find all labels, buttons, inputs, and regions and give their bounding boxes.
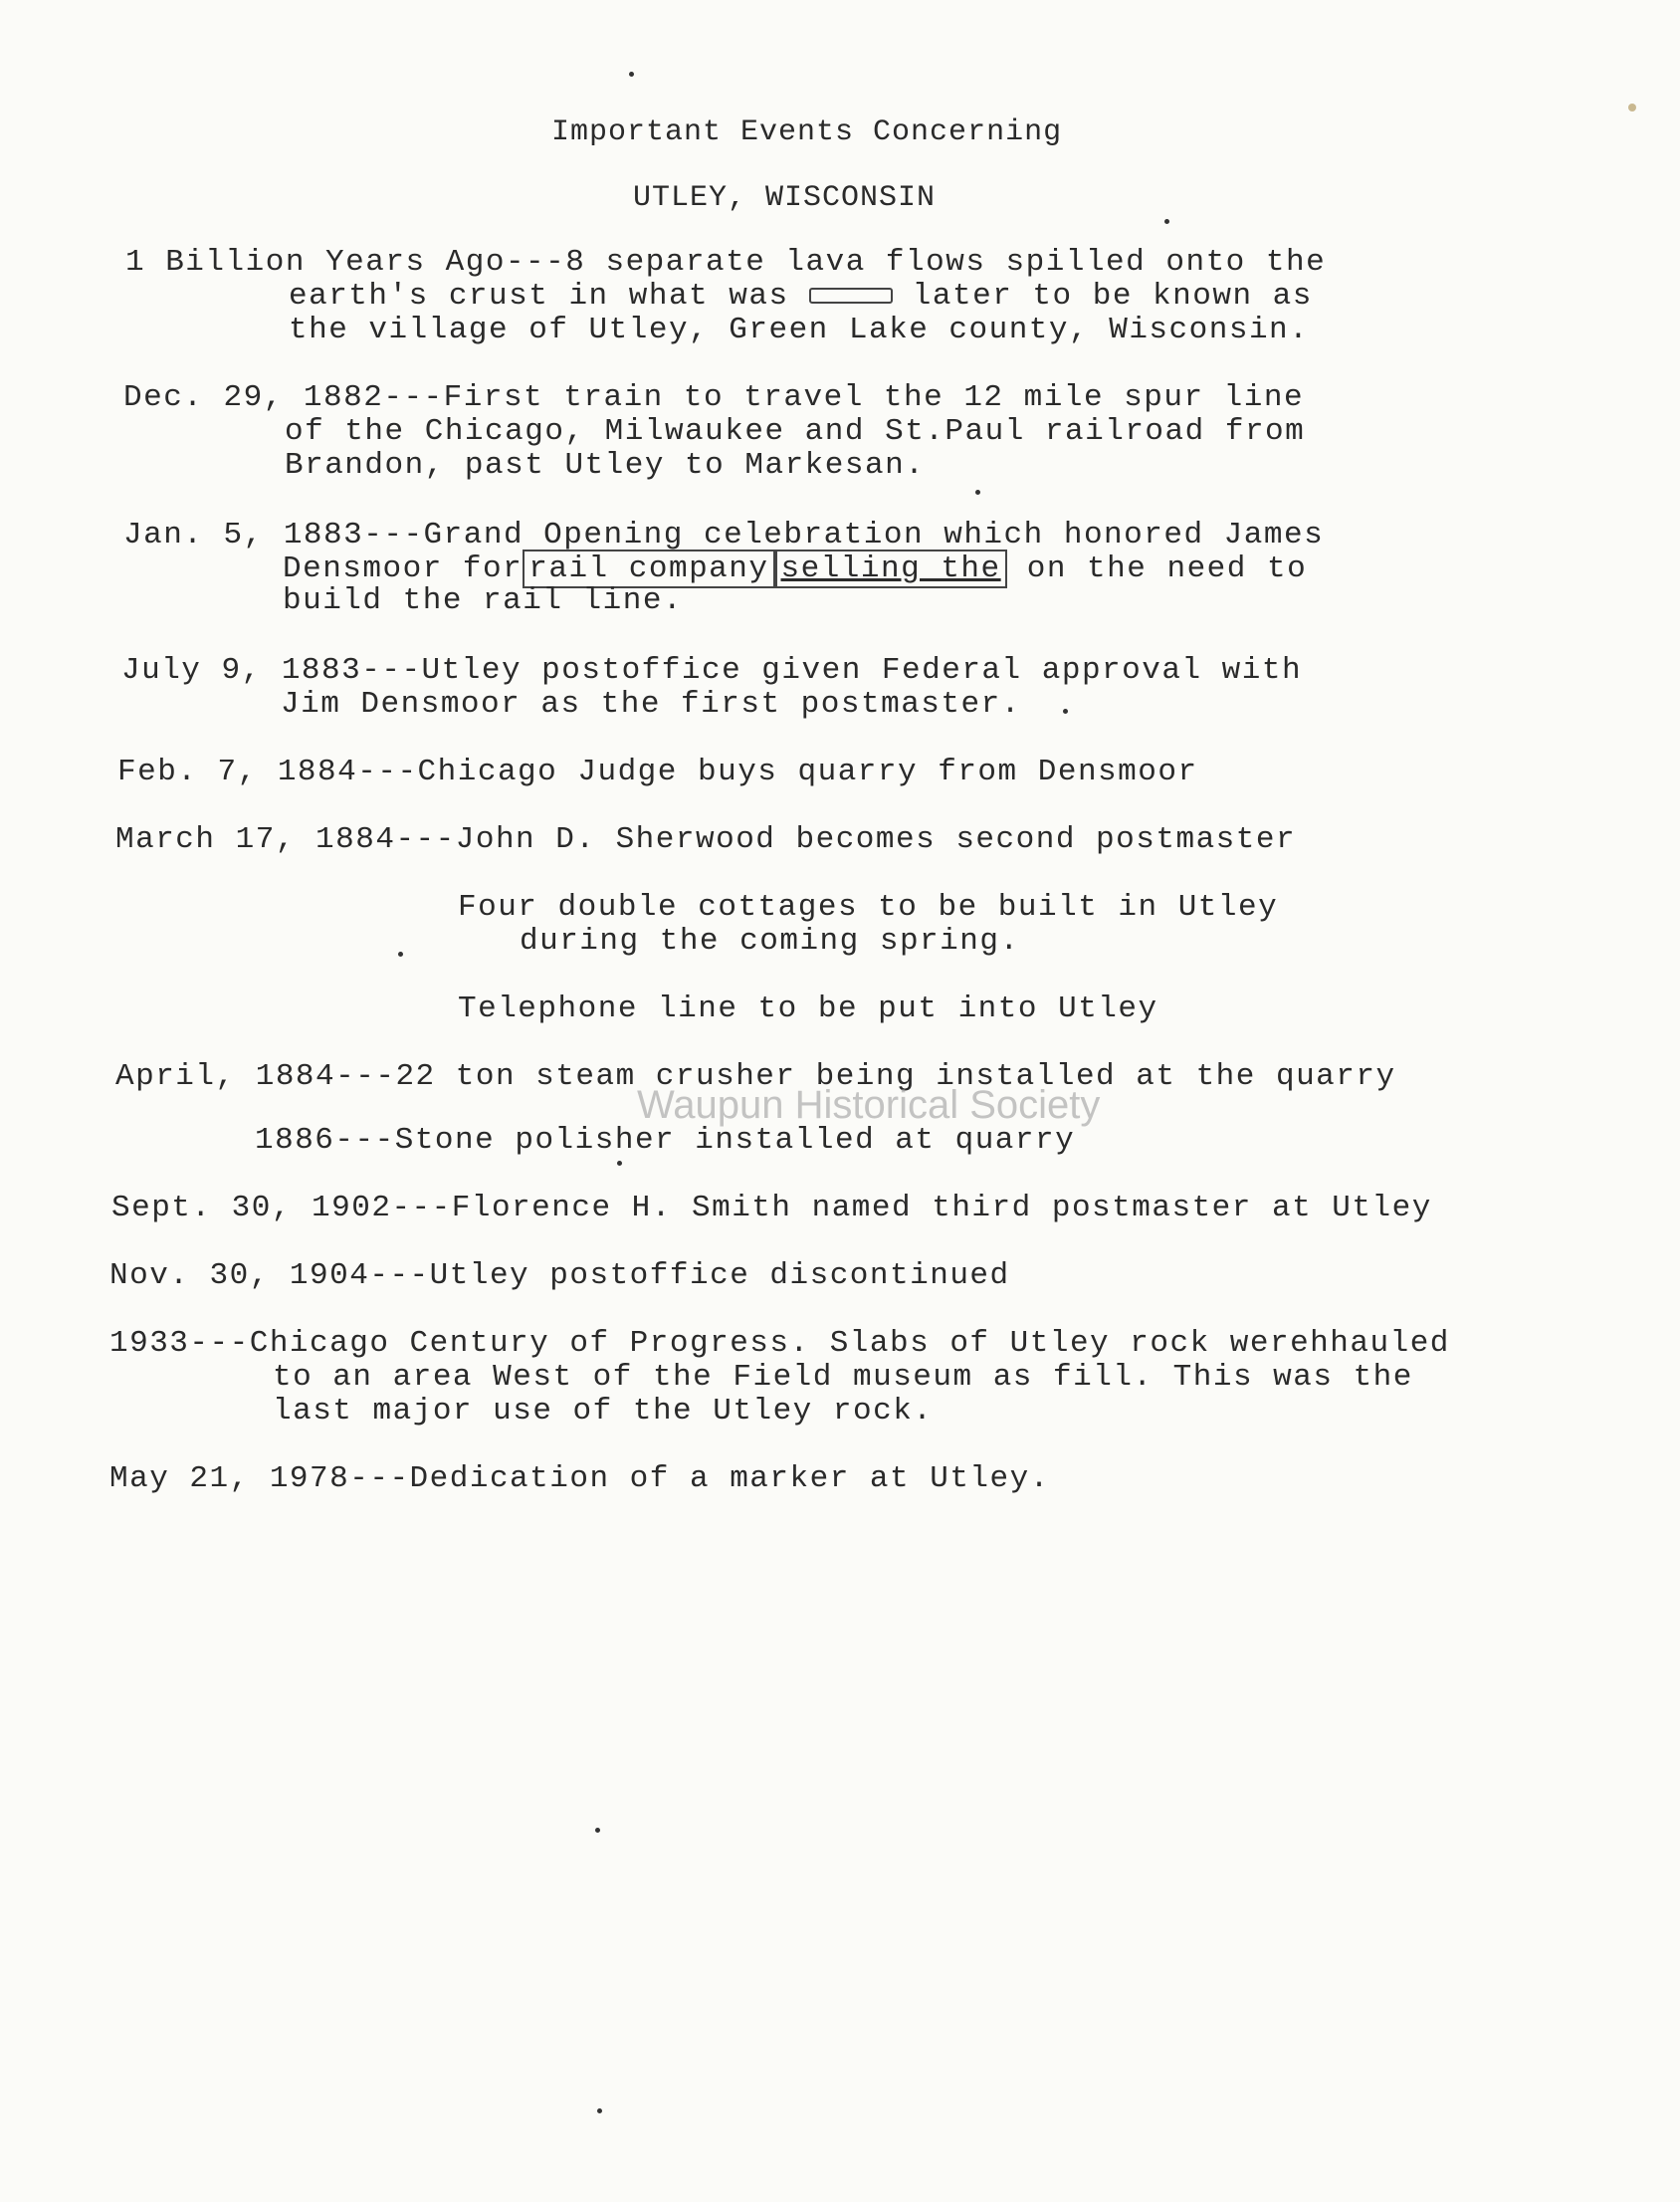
event-line: Four double cottages to be built in Utley	[458, 890, 1279, 925]
watermark: Waupun Historical Society	[637, 1083, 1101, 1127]
event-line: Nov. 30, 1904---Utley postoffice discontinued	[109, 1258, 1010, 1293]
event-line: Sept. 30, 1902---Florence H. Smith named third postmaster at Utley	[111, 1191, 1432, 1225]
event-line: July 9, 1883---Utley postoffice given Federal approval with	[121, 653, 1303, 688]
event-line: during the coming spring.	[520, 924, 1020, 959]
speck	[1063, 709, 1068, 714]
speck	[595, 1828, 600, 1833]
speck	[597, 2108, 602, 2113]
speck	[629, 72, 634, 77]
crossed-out-mark	[809, 288, 893, 304]
inserted-text: rail company	[523, 550, 774, 588]
event-line	[289, 281, 1313, 313]
speck	[617, 1161, 622, 1166]
inserted-text: selling the	[775, 550, 1007, 588]
speck	[1628, 104, 1636, 111]
event-line	[283, 553, 1307, 585]
event-text: earth's crust in what was	[289, 279, 789, 314]
event-line: 1886---Stone polisher installed at quarry	[255, 1123, 1076, 1158]
speck	[398, 952, 403, 957]
event-line: last major use of the Utley rock.	[273, 1394, 934, 1429]
event-line: Jan. 5, 1883---Grand Opening celebration which honored James	[123, 518, 1325, 552]
event-text: on the need to	[1026, 551, 1308, 586]
event-line: 1 Billion Years Ago---8 separate lava flows spilled onto the	[125, 245, 1327, 280]
event-text: later to be known as	[912, 279, 1313, 314]
event-line: March 17, 1884---John D. Sherwood becomes second postmaster	[115, 822, 1297, 857]
event-line: Jim Densmoor as the first postmaster.	[281, 687, 1021, 722]
event-line: Feb. 7, 1884---Chicago Judge buys quarry from Densmoor	[117, 755, 1198, 789]
speck	[975, 490, 980, 495]
event-line: to an area West of the Field museum as fill. This was the	[273, 1360, 1413, 1395]
event-line: Telephone line to be put into Utley	[458, 991, 1158, 1026]
event-text: Densmoor for	[283, 551, 524, 586]
event-line: Dec. 29, 1882---First train to travel the 12 mile spur line	[123, 380, 1305, 415]
event-line: 1933---Chicago Century of Progress. Slabs of Utley rock werehhauled	[109, 1326, 1450, 1361]
event-line: Brandon, past Utley to Markesan.	[285, 448, 926, 483]
event-line: of the Chicago, Milwaukee and St.Paul railroad from	[285, 414, 1306, 449]
speck	[1164, 219, 1169, 224]
document-heading: Important Events Concerning	[551, 115, 1063, 149]
event-line: build the rail line.	[283, 583, 684, 618]
document-subheading: UTLEY, WISCONSIN	[633, 181, 937, 215]
event-line: May 21, 1978---Dedication of a marker at Utley.	[109, 1461, 1050, 1496]
event-line: April, 1884---22 ton steam crusher being installed at the quarry	[115, 1059, 1396, 1094]
event-line: the village of Utley, Green Lake county, Wisconsin.	[289, 313, 1310, 347]
